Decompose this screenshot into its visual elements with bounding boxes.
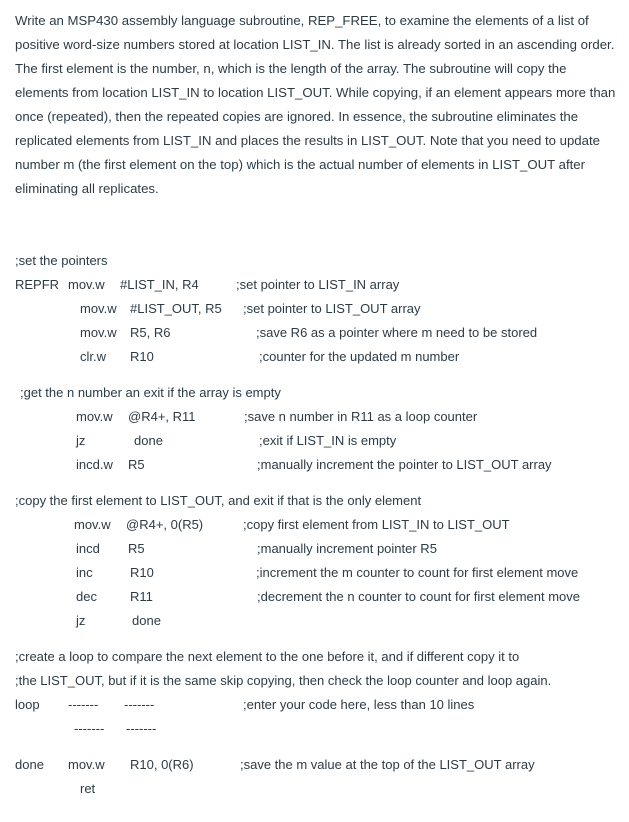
code-args: R11 — [130, 589, 153, 604]
code-comment: ;save R6 as a pointer where m need to be stored — [256, 325, 538, 340]
problem-line: positive word-size numbers stored at location LIST_IN. The list is already sorted in an ascending order. — [15, 37, 615, 52]
problem-line: once (repeated), then the repeated copies are ignored. In essence, the subroutine eliminates the — [15, 109, 579, 124]
code-label: REPFR — [15, 277, 60, 292]
comment-set-pointers: ;set the pointers — [15, 253, 108, 268]
code-op: mov.w — [74, 517, 111, 532]
comment-loop-2: ;the LIST_OUT, but if it is the same skip copying, then check the loop counter and loop again. — [15, 673, 552, 688]
code-blank: ------- — [74, 721, 105, 736]
code-comment: ;counter for the updated m number — [259, 349, 460, 364]
code-label: done — [15, 757, 44, 772]
code-args: R10 — [130, 349, 154, 364]
code-blank: ------- — [68, 697, 99, 712]
code-op: jz — [76, 613, 86, 628]
code-args: done — [132, 613, 161, 628]
code-args: R5, R6 — [130, 325, 171, 340]
code-op: mov.w — [80, 301, 117, 316]
problem-line: number m (the first element on the top) which is the actual number of elements in LIST_OUT after — [15, 157, 586, 172]
problem-line: elements from location LIST_IN to location LIST_OUT. While copying, if an element appears more than — [15, 85, 616, 100]
code-op: dec — [76, 589, 97, 604]
code-args: @R4+, 0(R5) — [126, 517, 204, 532]
code-args: R10 — [130, 565, 154, 580]
problem-line: replicated elements from LIST_IN and places the results in LIST_OUT. Note that you need to update — [15, 133, 600, 148]
problem-line: The first element is the number, n, which is the length of the array. The subroutine will copy the — [15, 61, 567, 76]
code-comment: ;manually increment the pointer to LIST_OUT array — [257, 457, 552, 472]
code-op: mov.w — [80, 325, 117, 340]
code-comment: ;exit if LIST_IN is empty — [259, 433, 397, 448]
code-comment: ;save n number in R11 as a loop counter — [244, 409, 478, 424]
code-comment: ;enter your code here, less than 10 lines — [243, 697, 475, 712]
code-args: R5 — [128, 541, 145, 556]
code-op: jz — [76, 433, 86, 448]
code-comment: ;set pointer to LIST_IN array — [236, 277, 400, 292]
code-label: loop — [15, 697, 40, 712]
code-comment: ;manually increment pointer R5 — [257, 541, 437, 556]
code-op: incd.w — [76, 457, 113, 472]
code-args: R5 — [128, 457, 145, 472]
comment-loop-1: ;create a loop to compare the next element to the one before it, and if different copy it to — [15, 649, 520, 664]
code-op: clr.w — [80, 349, 106, 364]
code-op: mov.w — [68, 277, 105, 292]
code-args: @R4+, R11 — [128, 409, 196, 424]
comment-copy-first: ;copy the first element to LIST_OUT, and exit if that is the only element — [15, 493, 422, 508]
code-comment: ;copy first element from LIST_IN to LIST_OUT — [243, 517, 510, 532]
code-args: R10, 0(R6) — [130, 757, 194, 772]
problem-line: Write an MSP430 assembly language subroutine, REP_FREE, to examine the elements of a list of — [15, 13, 589, 28]
code-comment: ;set pointer to LIST_OUT array — [243, 301, 421, 316]
code-op: incd — [76, 541, 100, 556]
code-comment: ;save the m value at the top of the LIST_OUT array — [240, 757, 535, 772]
code-op: inc — [76, 565, 93, 580]
code-op: ret — [80, 781, 96, 796]
problem-statement — [15, 9, 620, 201]
code-op: mov.w — [76, 409, 113, 424]
code-blank: ------- — [124, 697, 155, 712]
problem-line: eliminating all replicates. — [15, 181, 159, 196]
code-comment: ;increment the m counter to count for first element move — [256, 565, 579, 580]
code-op: mov.w — [68, 757, 105, 772]
code-comment: ;decrement the n counter to count for first element move — [257, 589, 580, 604]
comment-get-n: ;get the n number an exit if the array is empty — [20, 385, 281, 400]
code-args: #LIST_IN, R4 — [120, 277, 199, 292]
code-args: #LIST_OUT, R5 — [130, 301, 222, 316]
code-args: done — [134, 433, 163, 448]
code-blank: ------- — [126, 721, 157, 736]
